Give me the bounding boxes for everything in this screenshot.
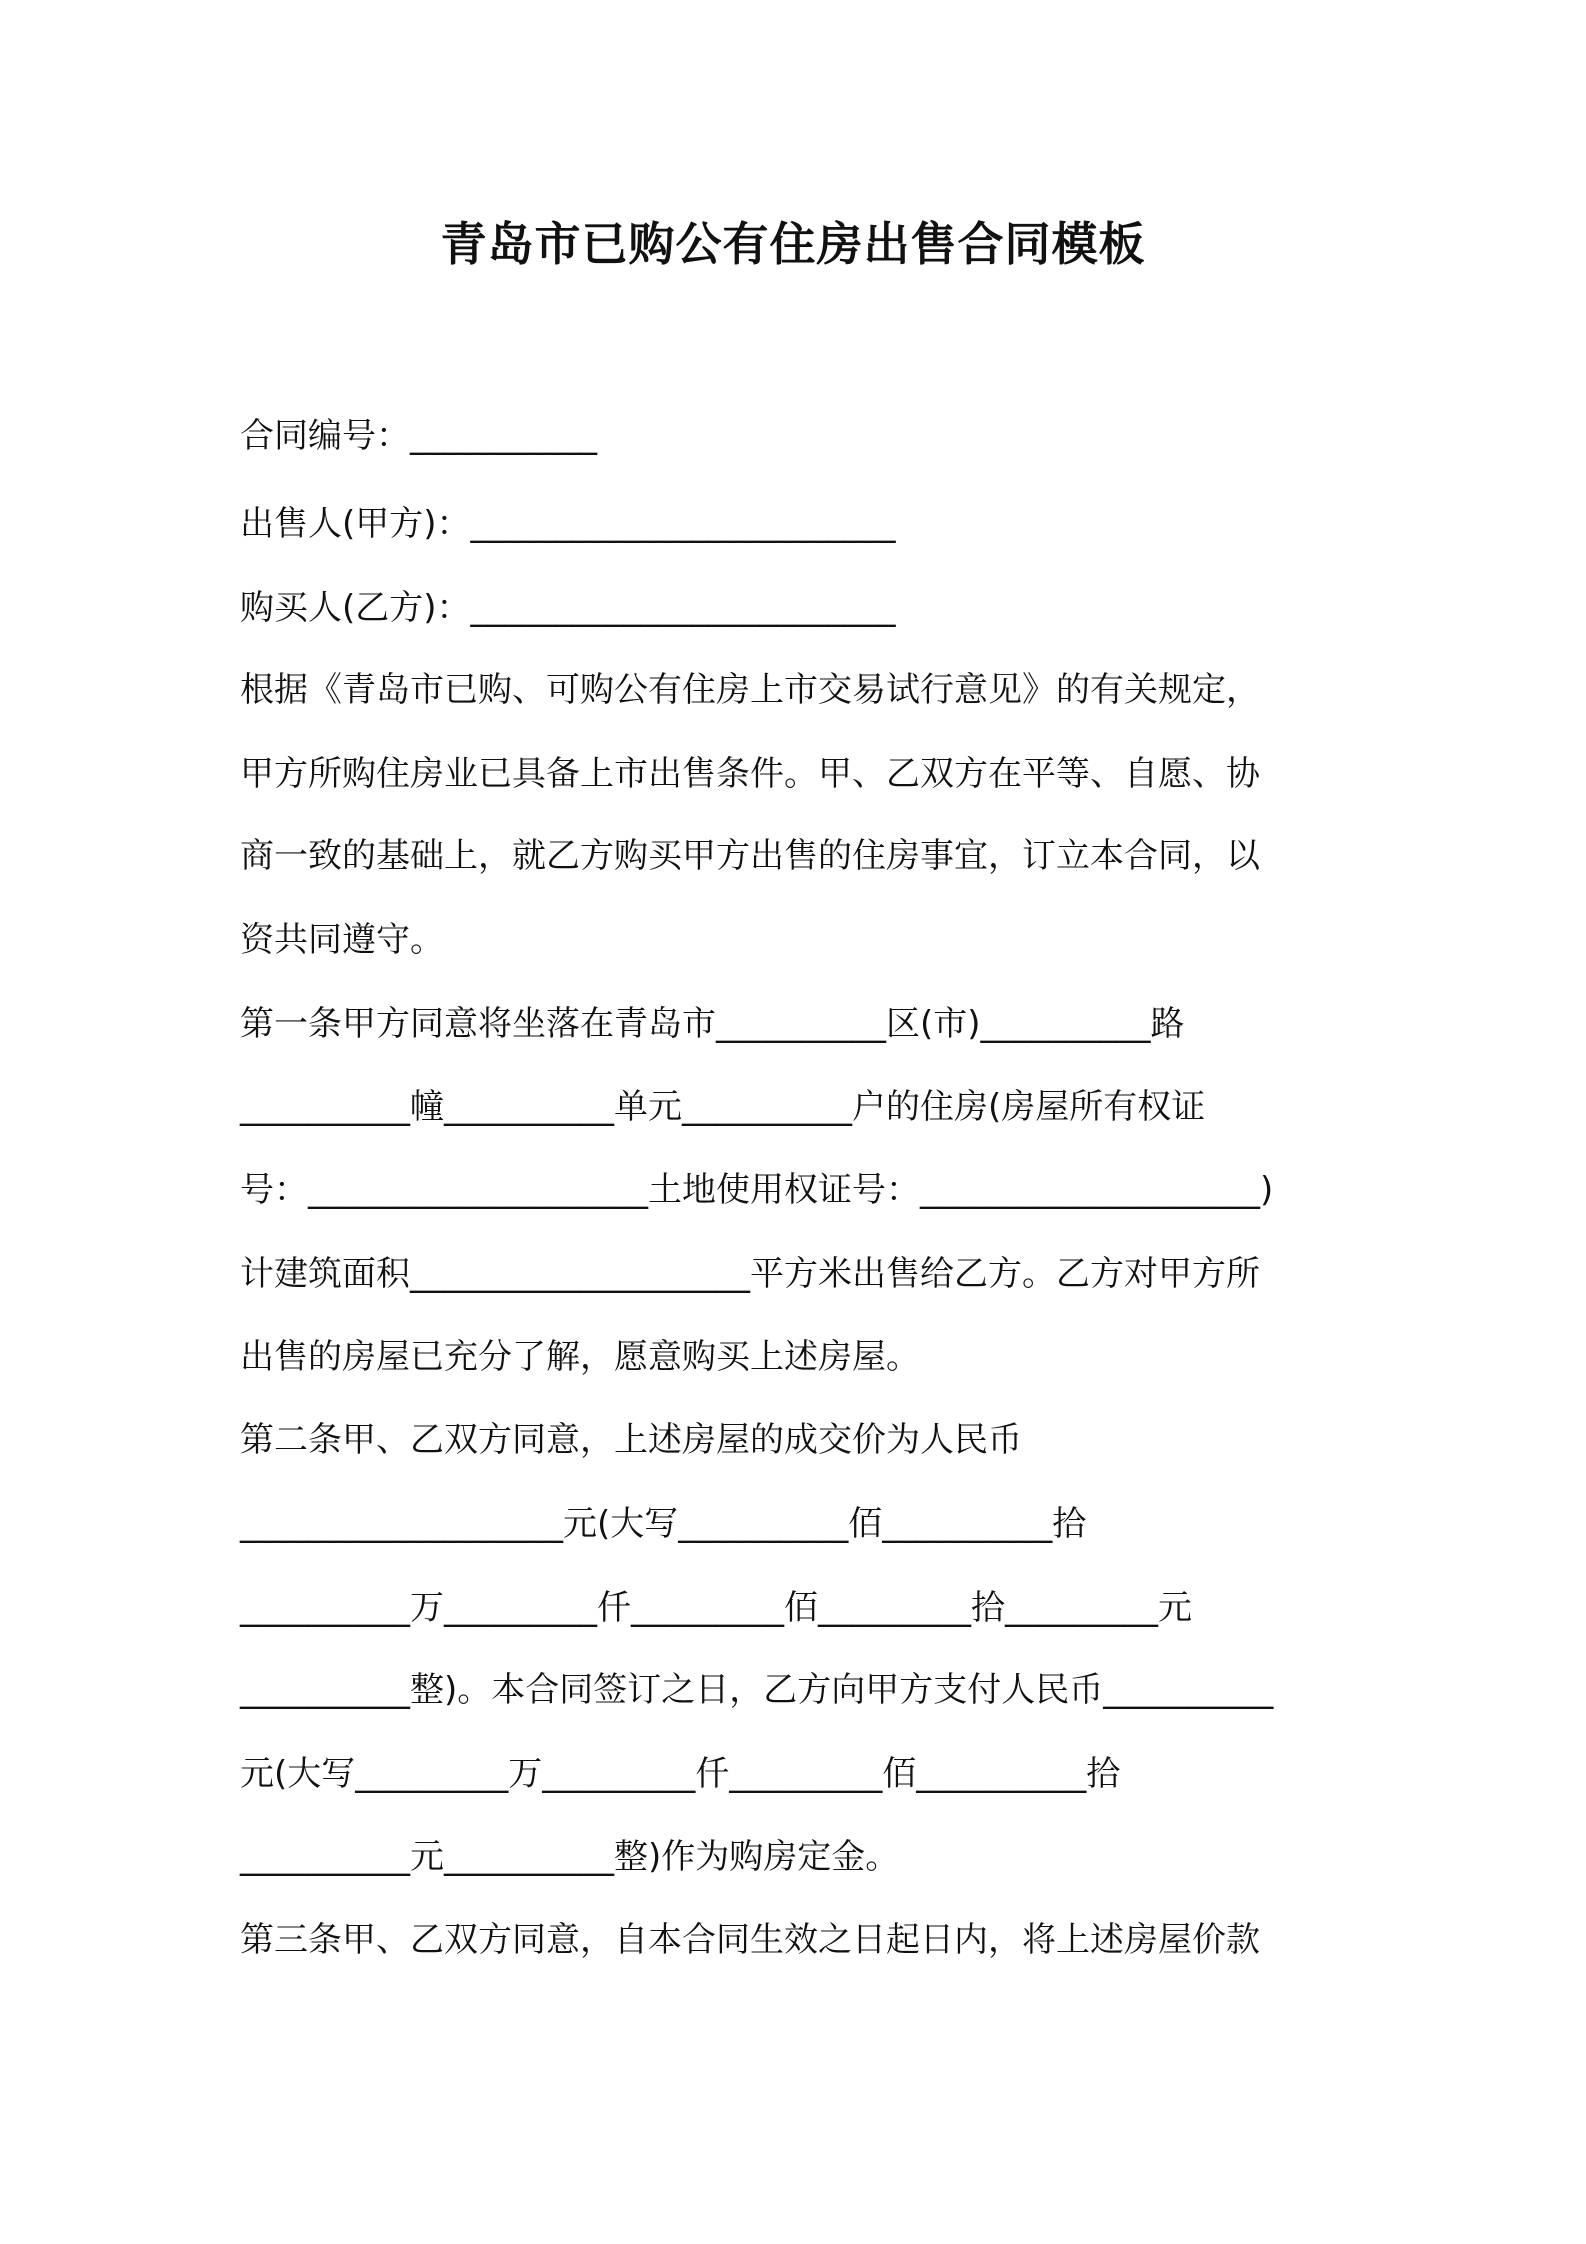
article-2-line-2: ___________________元(大写__________佰__________拾 [240, 1504, 1087, 1544]
article-2-line-3: __________万_________仟_________佰_________拾_________元 [240, 1588, 1192, 1628]
article-1-line-2: __________幢__________单元__________户的住房(房屋所有权证 [240, 1087, 1206, 1127]
article-2-line-6: __________元__________整)作为购房定金。 [240, 1837, 900, 1877]
article-1-line-5: 出售的房屋已充分了解，愿意购买上述房屋。 [240, 1337, 920, 1377]
document-title: 青岛市已购公有住房出售合同模板 [440, 217, 1146, 271]
article-2-line-5: 元(大写_________万_________仟_________佰__________拾 [240, 1754, 1121, 1794]
preamble-line-2: 甲方所购住房业已具备上市出售条件。甲、乙双方在平等、自愿、协 [240, 754, 1260, 794]
preamble-line-4: 资共同遵守。 [240, 920, 444, 960]
article-2-line-1: 第二条甲、乙双方同意，上述房屋的成交价为人民币 [240, 1420, 1022, 1460]
contract-number-line: 合同编号：___________ [240, 416, 597, 456]
article-3-line-1: 第三条甲、乙双方同意，自本合同生效之日起日内，将上述房屋价款 [240, 1920, 1260, 1960]
article-1-line-3: 号：____________________土地使用权证号：____________________) [240, 1170, 1274, 1210]
buyer-line: 购买人(乙方)：_________________________ [240, 588, 896, 628]
article-2-line-4: __________整)。本合同签订之日，乙方向甲方支付人民币__________ [240, 1670, 1274, 1710]
seller-line: 出售人(甲方)：_________________________ [240, 504, 896, 544]
preamble-line-3: 商一致的基础上，就乙方购买甲方出售的住房事宜，订立本合同，以 [240, 836, 1260, 876]
preamble-line-1: 根据《青岛市已购、可购公有住房上市交易试行意见》的有关规定， [240, 670, 1260, 710]
article-1-line-4: 计建筑面积____________________平方米出售给乙方。乙方对甲方所 [240, 1254, 1260, 1294]
article-1-line-1: 第一条甲方同意将坐落在青岛市__________区(市)__________路 [240, 1004, 1185, 1044]
